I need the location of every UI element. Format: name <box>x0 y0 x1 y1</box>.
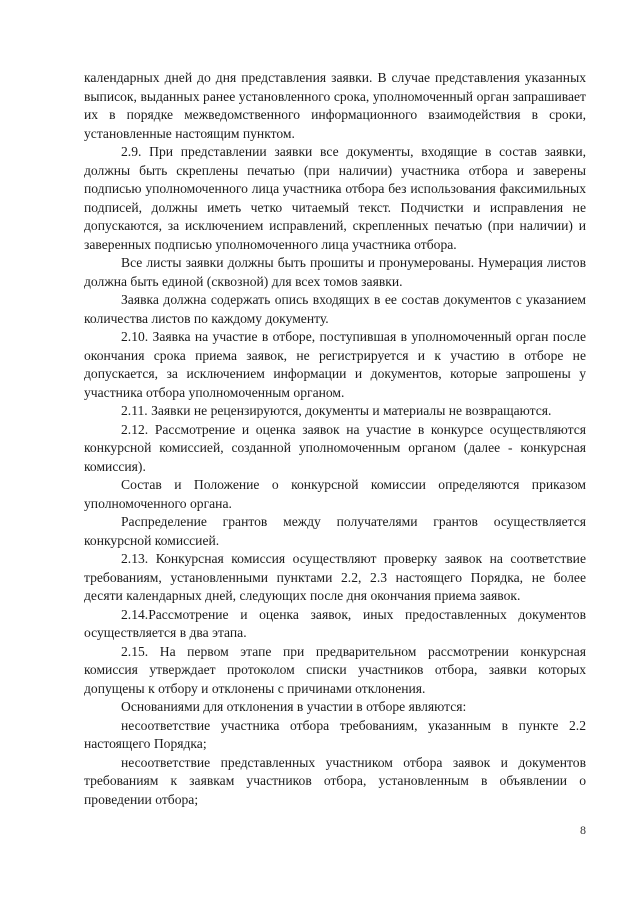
paragraph-2-11: 2.11. Заявки не рецензируются, документы и материалы не возвращаются. <box>121 403 552 418</box>
body-text <box>84 69 586 809</box>
paragraph-inventory: Заявка должна содержать опись входящих в ее состав документов с указанием количества листов по каждому документу. <box>84 292 586 326</box>
paragraph-rejection-grounds: Основаниями для отклонения в участии в отборе являются: <box>121 699 467 714</box>
paragraph-commission-composition: Состав и Положение о конкурсной комиссии определяются приказом уполномоченного органа. <box>84 477 586 511</box>
paragraph-2-14: 2.14.Рассмотрение и оценка заявок, иных предоставленных документов осуществляется в два этапа. <box>84 606 586 640</box>
paragraph-rejection-item-2: несоответствие представленных участником отбора заявок и документов требованиям к заявкам участников отбора, установленным в объявлении о проведении отбора; <box>84 754 586 807</box>
paragraph-2-13: 2.13. Конкурсная комиссия осуществляют проверку заявок на соответствие требованиям, установленными пунктами 2.2, 2.3 настоящего Порядка, не более десяти календарных дней, следующих после дня окончания приема заявок. <box>84 551 586 603</box>
paragraph-sheets: Все листы заявки должны быть прошиты и пронумерованы. Нумерация листов должна быть единой (сквозной) для всех томов заявки. <box>84 255 586 289</box>
paragraph-2-12: 2.12. Рассмотрение и оценка заявок на участие в конкурсе осуществляются конкурсной комиссией, созданной уполномоченным органом (далее - конкурсная комиссия). <box>84 421 586 474</box>
paragraph-2-9: 2.9. При представлении заявки все документы, входящие в состав заявки, должны быть скреплены печатью (при наличии) участника отбора и заверены подписью уполномоченного лица участника отбора без использования факсимильных подписей, должны иметь четко читаемый текст. Подчистки и исправления не допускаются, за исключением исправлений, скрепленных печатью (при наличии) и заверенных подписью уполномоченного лица участника отбора. <box>84 144 586 252</box>
paragraph-grant-distribution: Распределение грантов между получателями грантов осуществляется конкурсной комиссией. <box>84 514 586 548</box>
page-number: 8 <box>580 823 586 837</box>
paragraph-2-15: 2.15. На первом этапе при предварительном рассмотрении конкурсная комиссия утверждает протоколом списки участников отбора, заявки которых допущены к отбору и отклонены с причинами отклонения. <box>84 643 586 696</box>
paragraph-continuation: календарных дней до дня представления заявки. В случае представления указанных выписок, выданных ранее установленного срока, уполномоченный орган запрашивает их в порядке межведомственного информационного взаимодействия в сроки, установленные настоящим пунктом. <box>84 70 586 141</box>
paragraph-rejection-item-1: несоответствие участника отбора требованиям, указанным в пункте 2.2 настоящего Порядка; <box>84 717 586 751</box>
paragraph-2-10: 2.10. Заявка на участие в отборе, поступившая в уполномоченный орган после окончания срока приема заявок, не регистрируется и к участию в отборе не допускается, за исключением информации и документов, которые запрошены у участника отбора уполномоченным органом. <box>84 329 586 400</box>
